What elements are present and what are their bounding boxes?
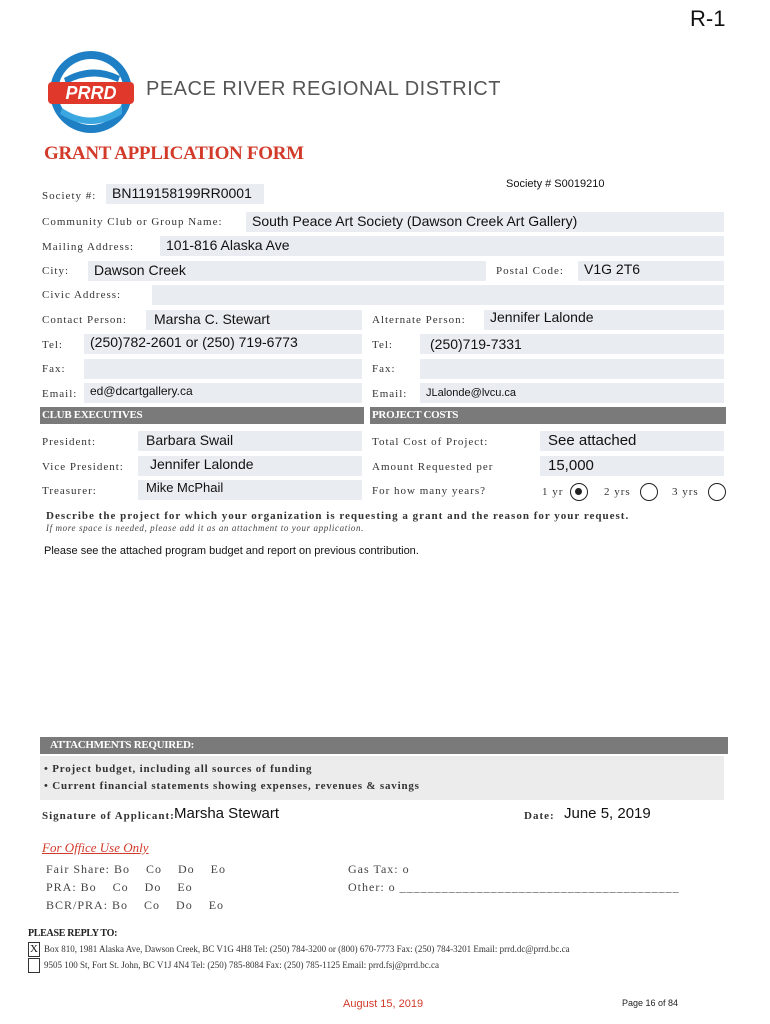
reply-title: PLEASE REPLY TO:: [28, 928, 118, 939]
alternate-label: Alternate Person:: [372, 314, 466, 326]
attachment-item-2: • Current financial statements showing expenses, revenues & savings: [44, 780, 420, 792]
city-label: City:: [42, 265, 70, 277]
year-option-2-radio[interactable]: [640, 483, 658, 501]
project-costs-header: PROJECT COSTS: [370, 407, 726, 424]
postal-label: Postal Code:: [496, 265, 564, 277]
reply-checkbox-2[interactable]: [28, 958, 40, 973]
amount-requested-value: 15,000: [548, 457, 594, 474]
footer-date: August 15, 2019: [343, 998, 424, 1010]
attachment-item-1: • Project budget, including all sources of funding: [44, 763, 313, 775]
year-option-1-label: 1 yr: [542, 486, 564, 498]
civic-label: Civic Address:: [42, 289, 122, 301]
mailing-label: Mailing Address:: [42, 241, 135, 253]
office-pra: PRA: Bo Co Do Eo: [46, 880, 193, 894]
society-number-alt: Society # S0019210: [506, 178, 605, 190]
amount-requested-label: Amount Requested per: [372, 461, 494, 473]
reply-line-1: Box 810, 1981 Alaska Ave, Dawson Creek, BC V1G 4H8 Tel: (250) 784-3200 or (800) 670-7773 Fax: (250) 784-3201 Email: prrd.dc@prrd.bc.ca: [44, 944, 570, 954]
society-number-label: Society #:: [42, 190, 97, 202]
treasurer-label: Treasurer:: [42, 485, 97, 497]
date-value: June 5, 2019: [564, 805, 651, 822]
group-name-value: South Peace Art Society (Dawson Creek Art Gallery): [252, 213, 578, 229]
signature-label: Signature of Applicant:: [42, 810, 175, 822]
contact-email-value: ed@dcartgallery.ca: [90, 384, 193, 398]
years-label: For how many years?: [372, 485, 487, 497]
club-executives-header: CLUB EXECUTIVES: [40, 407, 364, 424]
contact-fax-field[interactable]: [84, 359, 362, 379]
alternate-fax-field[interactable]: [420, 359, 724, 379]
president-value: Barbara Swail: [146, 432, 234, 448]
alternate-tel-value: (250)719-7331: [430, 336, 522, 352]
city-value: Dawson Creek: [94, 262, 186, 278]
total-cost-value: See attached: [548, 432, 637, 449]
attachments-list: [40, 756, 724, 800]
office-fair-share: Fair Share: Bo Co Do Eo: [46, 862, 226, 876]
describe-hint: If more space is needed, please add it as an attachment to your application.: [46, 523, 364, 533]
postal-value: V1G 2T6: [584, 261, 641, 277]
mailing-value: 101-816 Alaska Ave: [166, 237, 290, 253]
logo-text: PRRD: [65, 83, 117, 103]
office-use-title: For Office Use Only: [42, 840, 149, 855]
org-name: PEACE RIVER REGIONAL DISTRICT: [146, 78, 501, 100]
total-cost-label: Total Cost of Project:: [372, 436, 489, 448]
year-option-2-label: 2 yrs: [604, 486, 631, 498]
vp-label: Vice President:: [42, 461, 124, 473]
alternate-tel-label: Tel:: [372, 339, 393, 351]
alternate-value: Jennifer Lalonde: [490, 309, 594, 325]
alternate-fax-label: Fax:: [372, 363, 396, 375]
contact-fax-label: Fax:: [42, 363, 66, 375]
contact-label: Contact Person:: [42, 314, 127, 326]
footer-page: Page 16 of 84: [622, 998, 679, 1008]
attachments-header: ATTACHMENTS REQUIRED:: [40, 737, 728, 754]
year-option-1-radio[interactable]: [570, 483, 588, 501]
describe-answer: Please see the attached program budget and report on previous contribution.: [44, 545, 419, 557]
president-label: President:: [42, 436, 96, 448]
civic-field[interactable]: [152, 285, 724, 305]
describe-answer-area[interactable]: [40, 538, 724, 734]
form-title: GRANT APPLICATION FORM: [44, 143, 304, 164]
page-label: R-1: [690, 6, 726, 31]
contact-tel-value: (250)782-2601 or (250) 719-6773: [90, 334, 298, 350]
group-name-label: Community Club or Group Name:: [42, 216, 223, 228]
reply-checkbox-1[interactable]: [28, 942, 40, 957]
office-bcr: BCR/PRA: Bo Co Do Eo: [46, 898, 225, 912]
year-option-3-radio[interactable]: [708, 483, 726, 501]
treasurer-value: Mike McPhail: [146, 480, 224, 495]
vp-value: Jennifer Lalonde: [150, 456, 254, 472]
alternate-email-label: Email:: [372, 388, 408, 400]
contact-tel-label: Tel:: [42, 339, 63, 351]
prrd-logo: [42, 48, 140, 136]
office-gas-tax: Gas Tax: o: [348, 862, 410, 876]
contact-value: Marsha C. Stewart: [154, 311, 270, 327]
date-label: Date:: [524, 810, 555, 822]
year-option-3-label: 3 yrs: [672, 486, 699, 498]
reply-checkbox-1-mark: X: [30, 943, 38, 955]
alternate-email-value: JLalonde@lvcu.ca: [426, 387, 517, 399]
society-number-value: BN119158199RR0001: [112, 185, 252, 201]
reply-line-2: 9505 100 St, Fort St. John, BC V1J 4N4 Tel: (250) 785-8084 Fax: (250) 785-1125 Email: prrd.fsj@prrd.bc.ca: [44, 960, 439, 970]
contact-email-label: Email:: [42, 388, 78, 400]
signature-value: Marsha Stewart: [174, 805, 280, 822]
office-other: Other: o ________________________________________: [348, 880, 680, 894]
describe-prompt: Describe the project for which your organization is requesting a grant and the reason for your request.: [46, 510, 630, 522]
